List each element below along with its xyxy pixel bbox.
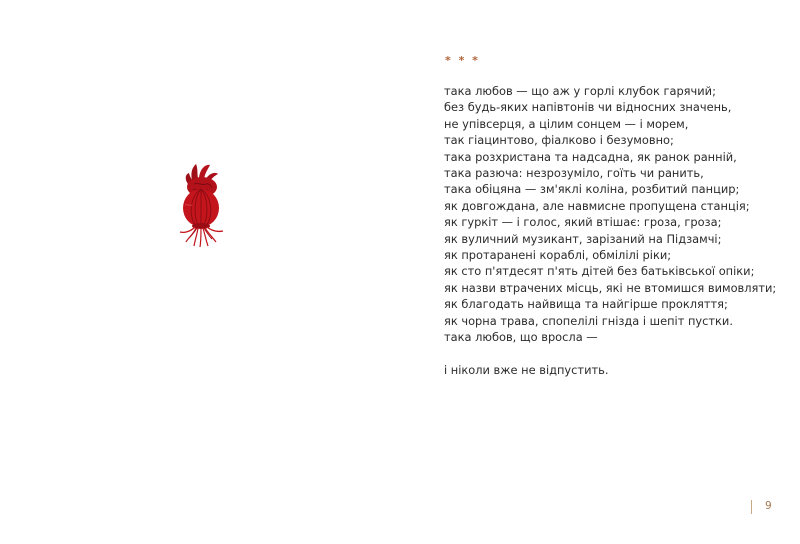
poem-line: така любов, що вросла —: [444, 330, 598, 345]
poem-line: як гуркіт — і голос, який втішає: гроза, гроза;: [444, 215, 722, 230]
poem-line: не упівсерця, а цілим сонцем — і морем,: [444, 116, 689, 131]
poem-line: так гіацинтово, фіалково і безумовно;: [444, 133, 674, 148]
page-number-divider: [751, 500, 752, 514]
poem-line: без будь-яких напівтонів чи відносних значень,: [444, 100, 732, 115]
poem-line: така любов — що аж у горлі клубок гарячий;: [444, 84, 716, 98]
poem-line: як сто п'ятдесят п'ять дітей без батьківської опіки;: [444, 264, 755, 279]
poem-line: як чорна трава, спопелілі гнізда і шепіт пустки.: [444, 313, 733, 328]
poem-line: як протаранені кораблі, обмілілі ріки;: [444, 248, 672, 263]
poem-line: як вуличний музикант, зарізаний на Підзамчі;: [444, 231, 722, 246]
poem-line: як довгождана, але навмисне пропущена станція;: [444, 198, 750, 213]
poem-line: як назви втрачених місць, які не втомишся вимовляти;: [444, 280, 777, 295]
poem-line: як благодать найвища та найгірше прокляття;: [444, 297, 728, 312]
page-number: 9: [765, 500, 772, 512]
poem-final-line: і ніколи вже не відпустить.: [444, 362, 609, 377]
poem-line: така розхристана та надсадна, як ранок ранній,: [444, 149, 737, 164]
poem-text: [444, 83, 784, 378]
heart-onion-icon: [168, 160, 234, 250]
poem-line: така разюча: незрозуміло, гоїть чи ранить,: [444, 166, 704, 181]
section-ornament: * * *: [445, 54, 480, 67]
poem-line: така обіцяна — зм'яклі коліна, розбитий панцир;: [444, 182, 740, 197]
